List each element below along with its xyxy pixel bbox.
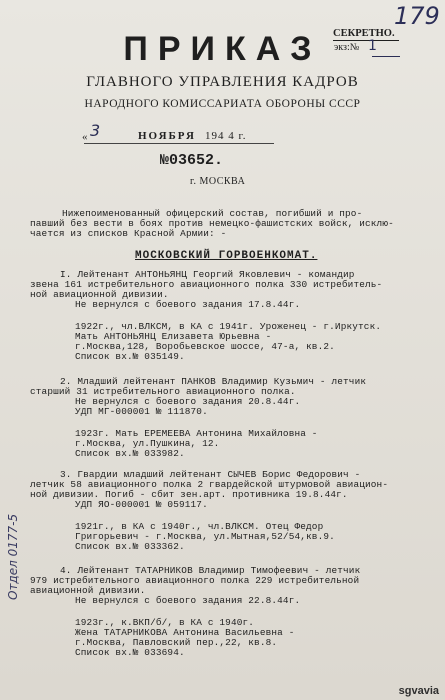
- entry-detail: Мать АНТОНЬЯНЦ Елизавета Юрьевна -: [75, 331, 272, 342]
- entry-detail: Список вх.№ 035149.: [75, 351, 185, 362]
- entry-line: авиационной дивизии.: [30, 585, 146, 596]
- watermark: sgvavia: [398, 685, 439, 697]
- district-heading: МОСКОВСКИЙ ГОРВОЕНКОМАТ.: [135, 250, 318, 262]
- entry-line: 2. Младший лейтенант ПАНКОВ Владимир Кузьмич - летчик: [60, 376, 367, 387]
- entry-detail: Список вх.№ 033694.: [75, 647, 185, 658]
- intro-line: павший без вести в боях против немецко-фашистских войск, исклю-: [30, 218, 394, 229]
- margin-archive-note: Отдел 0177-5: [6, 513, 20, 600]
- entry-line: УДП МГ-000001 № 111870.: [75, 406, 208, 417]
- commissariat-line: НАРОДНОГО КОМИССАРИАТА ОБОРОНЫ СССР: [84, 98, 361, 110]
- entry-detail: 1922г., чл.ВЛКСМ, в КА с 1941г. Уроженец - г.Иркутск.: [75, 321, 382, 332]
- entry-detail: г.Москва, ул.Пушкина, 12.: [75, 438, 220, 449]
- entry-line: УДП ЯО-000001 № 059117.: [75, 499, 208, 510]
- entry-line: 3. Гвардии младший лейтенант СЫЧЕВ Борис Федорович -: [60, 469, 361, 480]
- entry-detail: г.Москва, Павловский пер.,22, кв.8.: [75, 637, 278, 648]
- copy-label: экз:№: [334, 42, 360, 53]
- entry-detail: Жена ТАТАРНИКОВА Антонина Васильевна -: [75, 627, 295, 638]
- secret-mark: СЕКРЕТНО.: [333, 28, 395, 39]
- document-title: ПРИКАЗ: [123, 30, 322, 68]
- entry-detail: 1923г. Мать ЕРЕМЕЕВА Антонина Михайловна -: [75, 428, 318, 439]
- date-year: 194 4 г.: [205, 130, 247, 142]
- order-number: №03652.: [160, 152, 224, 169]
- issuing-authority: ГЛАВНОГО УПРАВЛЕНИЯ КАДРОВ: [86, 74, 359, 90]
- date-open-mark: «: [82, 131, 88, 143]
- entry-detail: г.Москва,128, Воробьевское шоссе, 47-а, кв.2.: [75, 341, 335, 352]
- entry-line: Не вернулся с боевого задания 20.8.44г.: [75, 396, 301, 407]
- intro-line: чается из списков Красной Армии: -: [30, 228, 227, 239]
- entry-line: летчик 58 авиационного полка 2 гвардейской штурмовой авиацион-: [30, 479, 389, 490]
- entry-line: звена 161 истребительного авиационного полка 330 истребитель-: [30, 279, 383, 290]
- entry-line: Не вернулся с боевого задания 22.8.44г.: [75, 595, 301, 606]
- entry-detail: Список вх.№ 033362.: [75, 541, 185, 552]
- city: г. МОСКВА: [190, 176, 246, 187]
- entry-detail: 1921г., в КА с 1940г., чл.ВЛКСМ. Отец Федор: [75, 521, 324, 532]
- entry-line: ной дивизии. Погиб - сбит зен.арт. противника 19.8.44г.: [30, 489, 348, 500]
- entry-line: I. Лейтенант АНТОНЬЯНЦ Георгий Яковлевич - командир: [60, 269, 355, 280]
- entry-detail: Список вх.№ 033982.: [75, 448, 185, 459]
- entry-detail: 1923г., к.ВКП/б/, в КА с 1940г.: [75, 617, 255, 628]
- entry-line: 4. Лейтенант ТАТАРНИКОВ Владимир Тимофеевич - летчик: [60, 565, 361, 576]
- sheet-number: 179: [394, 2, 440, 30]
- date-day: 3: [90, 121, 101, 140]
- entry-line: 979 истребительного авиационного полка 229 истребительной: [30, 575, 360, 586]
- intro-line: Нижепоименованный офицерский состав, погибший и про-: [62, 208, 363, 219]
- date-month: НОЯБРЯ: [138, 130, 196, 142]
- entry-line: Не вернулся с боевого задания 17.8.44г.: [75, 299, 301, 310]
- copy-number: 1: [368, 38, 377, 54]
- date-underline: [84, 143, 274, 144]
- entry-line: ной авиационной дивизии.: [30, 289, 169, 300]
- entry-detail: Григорьевич - г.Москва, ул.Мытная,52/54,кв.9.: [75, 531, 335, 542]
- entry-line: старший 31 истребительного авиационного полка.: [30, 386, 296, 397]
